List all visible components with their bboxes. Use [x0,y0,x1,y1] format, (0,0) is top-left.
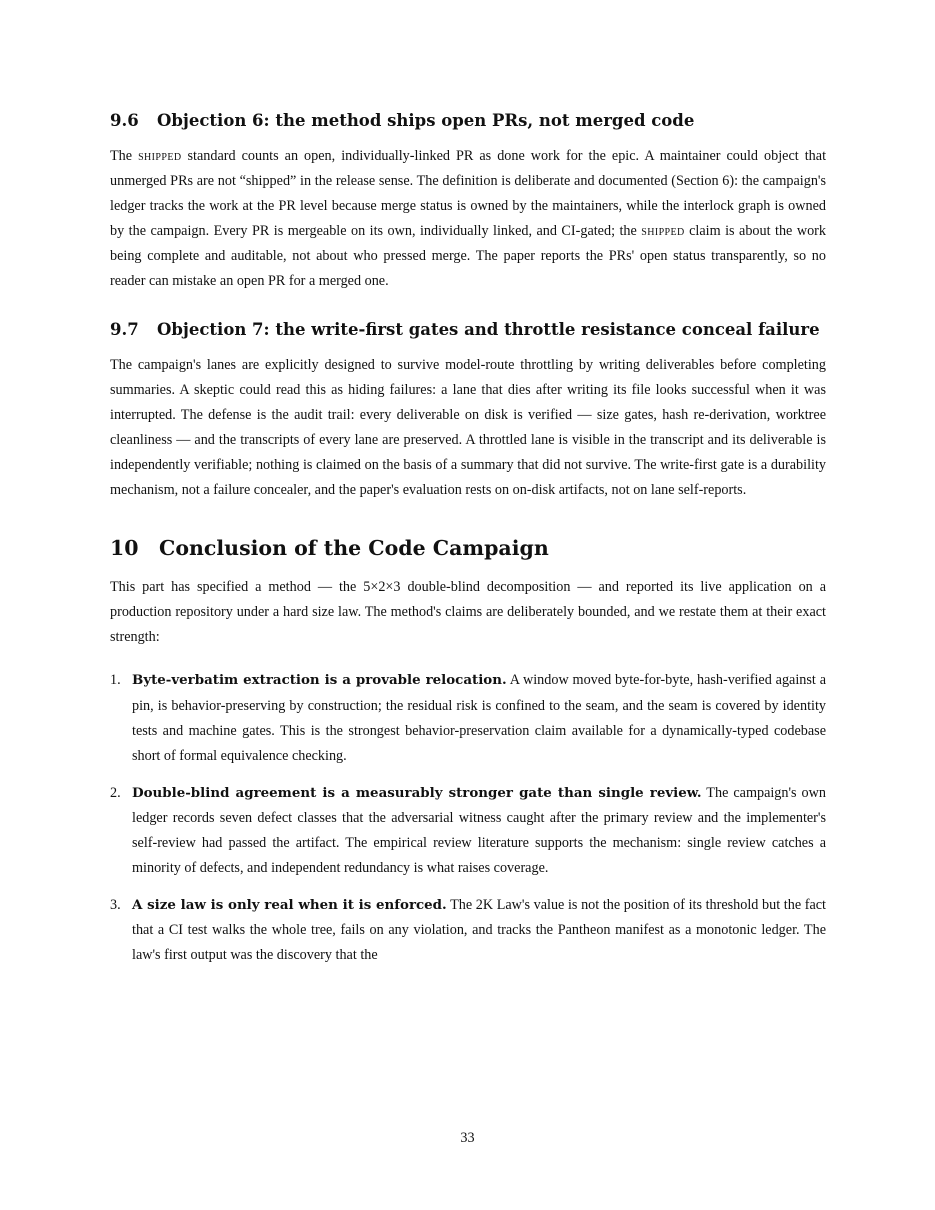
section-number: 9.7 [110,319,139,339]
page-number: 33 [460,1130,475,1146]
list-item-text [132,893,826,968]
list-item [110,893,826,968]
list-item [110,781,826,881]
section-heading-10 [110,533,826,563]
section-title: Conclusion of the Code Campaign [159,536,549,561]
section-heading-9-6 [110,108,826,134]
list-item-lead: Byte-verbatim extraction is a provable relocation. [132,672,507,689]
text-run: claim is about the work being complete and auditable, not about who pressed merge. The paper reports the PRs' open status transparently, so no reader can mistake an open PR for a merged one. [110,223,826,290]
section-number: 10 [110,536,139,561]
text-run: The 2K Law's value is not the position of its threshold but the fact that a CI test walks the whole tree, fails on any violation, and tracks the Pantheon manifest as a monotonic ledger. The law's first output was the discovery that the [132,897,826,964]
list-item-lead: Double-blind agreement is a measurably stronger gate than single review. [132,784,702,801]
section-title: Objection 6: the method ships open PRs, not merged code [157,111,695,130]
list-marker: 3. [110,897,121,914]
section-heading-9-7 [110,317,826,343]
text-run: standard counts an open, individually-linked PR as done work for the epic. A maintainer could object that unmerged PRs are not “shipped” in the release sense. The definition is deliberate and documented (Section 6): the campaign's ledger tracks the work at the PR level because merge status is owned by the maintainers, while the interlock graph is owned by the campaign. Every PR is mergeable on its own, individually linked, and CI-gated; the [110,148,827,240]
paragraph-9-6 [110,144,826,295]
section-title: Objection 7: the write-first gates and throttle resistance conceal failure [157,319,820,339]
paragraph-9-7: The campaign's lanes are explicitly designed to survive model-route throttling by writing deliverables before completing summaries. A skeptic could read this as hiding failures: a lane that dies after writing its file looks successful when it was interrupted. The defense is the audit trail: every deliverable on disk is verified — size gates, hash re-derivation, worktree cleanliness — and the transcripts of every lane are preserved. A throttled lane is visible in the transcript and its deliverable is independently verifiable; nothing is claimed on the basis of a summary that did not survive. The write-first gate is a durability mechanism, not a failure concealer, and the paper's evaluation rests on on-disk artifacts, not on lane self-reports. [110,356,826,499]
text-run: The campaign's own ledger records seven defect classes that the adversarial witness caught after the primary review and the implementer's self-review had passed the artifact. The empirical review literature supports the mechanism: single review catches a minority of defects, and independent redundancy is what raises coverage. [132,784,826,877]
page-body [110,108,826,980]
list-item [110,668,826,768]
list-item-text [132,668,826,768]
list-item-lead: A size law is only real when it is enforced. [132,897,447,914]
list-marker: 1. [110,672,121,689]
section-number: 9.6 [110,111,139,130]
text-run: A window moved byte-for-byte, hash-verified against a pin, is behavior-preserving by construction; the residual risk is confined to the seam, and the seam is covered by identity tests and machine gates. This is the strongest behavior-preservation claim available for a dynamically-typed codebase short of formal equivalence checking. [132,672,826,764]
paragraph-10-intro: This part has specified a method — the 5×2×3 double-blind decomposition — and reported its live application on a production repository under a hard size law. The method's claims are deliberately bounded, and we restate them at their exact strength: [110,579,826,646]
list-item-text [132,781,826,881]
small-caps-term: shipped [641,223,685,240]
list-marker: 2. [110,784,121,801]
text-run: The [110,148,139,164]
conclusion-list [110,668,826,968]
small-caps-term: shipped [138,148,182,164]
